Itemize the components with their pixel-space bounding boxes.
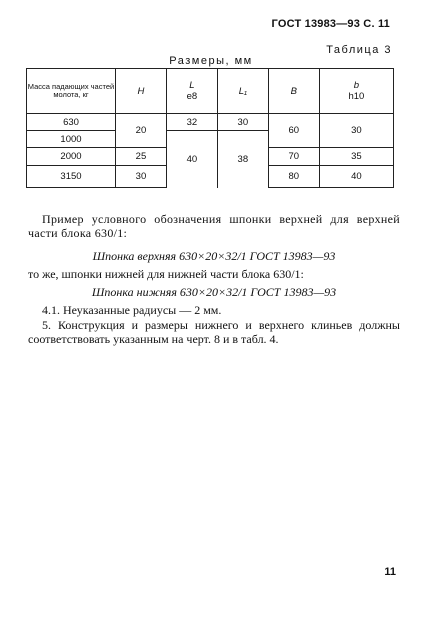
cell-l: 32 — [166, 114, 217, 131]
col-h: H — [116, 69, 167, 114]
col-l — [166, 69, 217, 114]
cell-b-upper: 60 — [268, 114, 319, 148]
example-lower: Шпонка нижняя 630×20×32/1 ГОСТ 13983—93 — [91, 285, 337, 299]
item-5: 5. Конструкция и размеры нижнего и верхнего клиньев должны соответствовать указанным на черт. 8 и в табл. 4. — [28, 318, 400, 346]
cell-b: 30 — [319, 114, 393, 148]
cell-mass: 2000 — [27, 148, 116, 166]
dimensions-table — [26, 68, 394, 188]
page-header: ГОСТ 13983—93 С. 11 — [271, 18, 390, 30]
col-mass: Масса падающих частей молота, кг — [27, 69, 116, 114]
cell-l: 40 — [166, 131, 217, 188]
col-b-name: b — [353, 80, 360, 91]
col-b-tol: h10 — [348, 91, 365, 102]
table-row — [27, 114, 394, 131]
cell-b-upper: 80 — [268, 166, 319, 188]
cell-b: 40 — [319, 166, 393, 188]
col-l-name: L — [189, 80, 195, 91]
col-l1: L₁ — [217, 69, 268, 114]
cell-h: 20 — [116, 114, 167, 148]
cell-h: 30 — [116, 166, 167, 188]
page-number: 11 — [384, 566, 396, 578]
col-b — [319, 69, 393, 114]
cell-mass: 630 — [27, 114, 116, 131]
cell-mass: 3150 — [27, 166, 116, 188]
cell-mass: 1000 — [27, 131, 116, 148]
col-b-upper: B — [268, 69, 319, 114]
table-label: Таблица 3 — [326, 44, 392, 56]
cell-l1: 30 — [217, 114, 268, 131]
example-intro: Пример условного обозначения шпонки верхней для верхней части блока 630/1: — [28, 212, 400, 240]
example-upper: Шпонка верхняя 630×20×32/1 ГОСТ 13983—93 — [92, 249, 336, 263]
cell-b-upper: 70 — [268, 148, 319, 166]
cell-b: 35 — [319, 148, 393, 166]
cell-h: 25 — [116, 148, 167, 166]
table-header-row — [27, 69, 394, 114]
col-l-tol: e8 — [186, 91, 198, 102]
same-intro: то же, шпонки нижней для нижней части блока 630/1: — [28, 267, 304, 281]
item-4-1: 4.1. Неуказанные радиусы — 2 мм. — [42, 303, 222, 317]
cell-l1: 38 — [217, 131, 268, 188]
table-caption: Размеры, мм — [169, 55, 253, 67]
